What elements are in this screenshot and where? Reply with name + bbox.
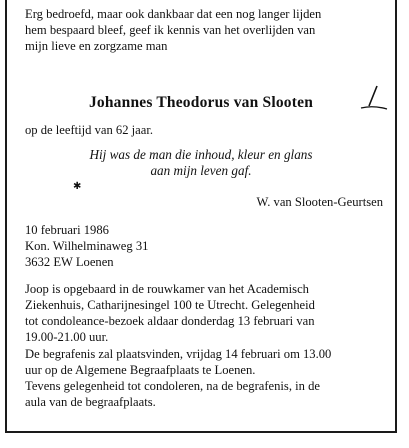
verse-line-1: Hij was de man die inhoud, kleur en glans xyxy=(89,147,313,162)
intro-line-3: mijn lieve en zorgzame man xyxy=(25,39,168,53)
body-line-7: Tevens gelegenheid tot condoleren, na de begrafenis, in de xyxy=(25,379,320,393)
age-line: op de leeftijd van 62 jaar. xyxy=(25,123,153,137)
address-street: Kon. Wilhelminaweg 31 xyxy=(25,239,149,253)
deceased-name: Johannes Theodorus van Slooten xyxy=(88,94,314,111)
signed-by: W. van Slooten-Geurtsen xyxy=(256,195,383,209)
intro-line-1: Erg bedroefd, maar ook dankbaar dat een nog langer lijden xyxy=(25,7,322,21)
death-notice-card xyxy=(5,0,397,433)
star-icon: ✱ xyxy=(73,181,82,192)
body-line-1: Joop is opgebaard in de rouwkamer van het Academisch xyxy=(25,282,309,296)
address-date: 10 februari 1986 xyxy=(25,223,109,237)
top-border-fragment xyxy=(77,0,317,5)
body-line-8: aula van de begraafplaats. xyxy=(25,395,156,409)
pen-mark-icon xyxy=(359,84,389,114)
address-city: 3632 EW Loenen xyxy=(25,255,114,269)
body-line-4: 19.00-21.00 uur. xyxy=(25,330,109,344)
body-line-6: uur op de Algemene Begraafplaats te Loenen. xyxy=(25,363,256,377)
body-line-2: Ziekenhuis, Catharijnesingel 100 te Utrecht. Gelegenheid xyxy=(25,298,315,312)
intro-line-2: hem bespaard bleef, geef ik kennis van het overlijden van xyxy=(25,23,316,37)
body-line-5: De begrafenis zal plaatsvinden, vrijdag 14 februari om 13.00 xyxy=(25,347,332,361)
body-line-3: tot condoleance-bezoek aldaar donderdag 13 februari van xyxy=(25,314,315,328)
verse-line-2: aan mijn leven gaf. xyxy=(150,163,252,178)
